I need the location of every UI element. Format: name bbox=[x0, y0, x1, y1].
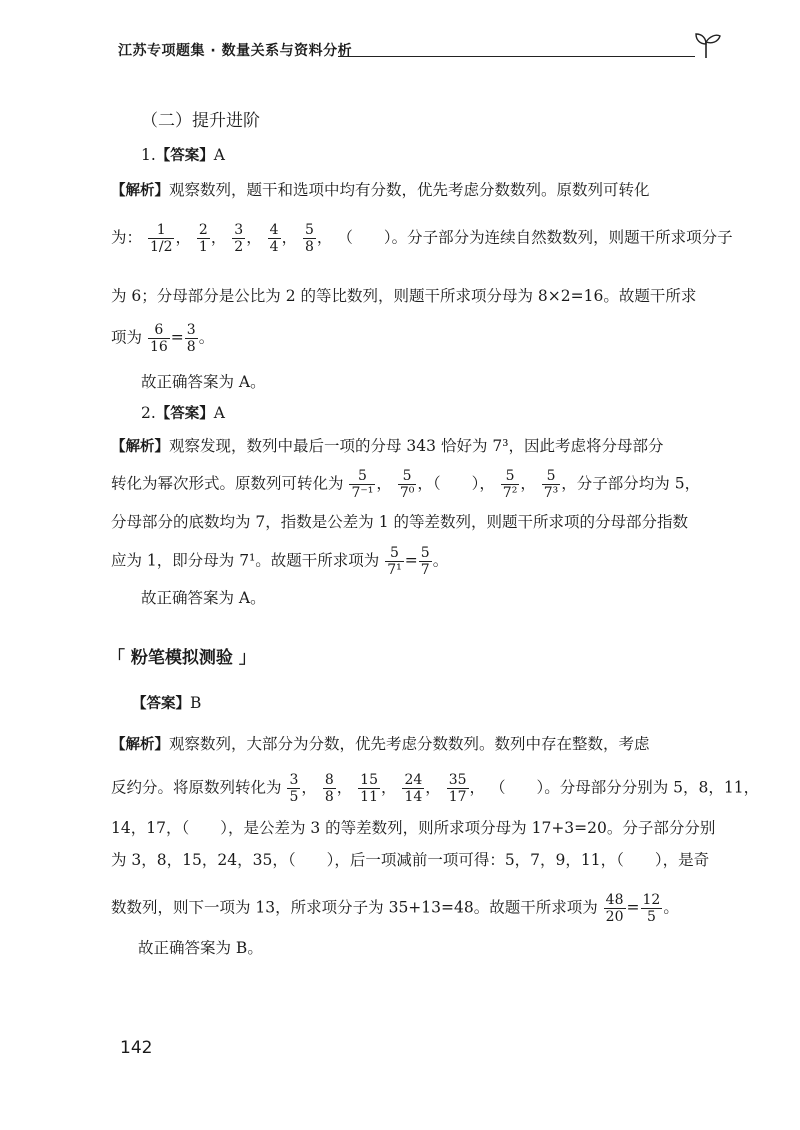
q3-fraction-2: $\frac{8}{8}$ bbox=[324, 772, 334, 805]
page-number: 142 bbox=[120, 1038, 153, 1058]
q1-analysis-line-4: 项为 $\frac{6}{16}$ = $\frac{3}{8}$ 。 bbox=[111, 322, 215, 355]
q3-result-fraction-1: $\frac{48}{20}$ bbox=[605, 892, 624, 925]
q1-conclusion: 故正确答案为 A。 bbox=[141, 373, 266, 391]
q3-fraction-3: $\frac{15}{11}$ bbox=[360, 772, 378, 805]
q3-answer: B bbox=[190, 694, 202, 712]
q3-fraction-4: $\frac{24}{14}$ bbox=[404, 772, 423, 805]
q1-fraction-5: $\frac{5}{8}$ bbox=[305, 222, 314, 255]
q3-analysis-line-1: 【解析】观察数列，大部分为分数，优先考虑分数数列。数列中存在整数，考虑 bbox=[111, 735, 650, 753]
q3-answer-line bbox=[132, 693, 201, 714]
q2-analysis-line-1: 【解析】观察发现，数列中最后一项的分母 343 恰好为 7³，因此考虑将分母部分 bbox=[111, 437, 664, 455]
sprout-icon bbox=[690, 28, 722, 60]
q1-text-2b: （ ）。分子部分为连续自然数数列，则题干所求项分子 bbox=[337, 228, 733, 247]
q3-fraction-1: $\frac{3}{5}$ bbox=[289, 772, 299, 805]
q1-analysis-text-1: 观察数列，题干和选项中均有分数，优先考虑分数数列。原数列可转化 bbox=[169, 181, 650, 199]
q2-fraction-3: $\frac{5}{\text{7²}}$ bbox=[502, 468, 518, 501]
q2-fraction-2: $\frac{5}{\text{7⁰}}$ bbox=[399, 468, 415, 501]
q2-conclusion: 故正确答案为 A。 bbox=[141, 589, 266, 607]
q2-answer-label: 【答案】 bbox=[155, 406, 214, 422]
q1-answer-label: 【答案】 bbox=[155, 148, 214, 164]
q1-number: 1. bbox=[141, 146, 156, 164]
q1-result-fraction-1: $\frac{6}{16}$ bbox=[149, 322, 168, 355]
q2-analysis-line-4: 应为 1，即分母为 7¹。故题干所求项为 $\frac{5}{\text{7¹}}$ = $\frac{5}{7}$ 。 bbox=[111, 545, 449, 578]
q2-analysis-label: 【解析】 bbox=[111, 439, 169, 455]
q3-answer-label: 【答案】 bbox=[132, 696, 190, 712]
q1-text-2a: 为： bbox=[111, 228, 143, 247]
q3-analysis-label: 【解析】 bbox=[111, 737, 169, 753]
q1-result-fraction-2: $\frac{3}{8}$ bbox=[186, 322, 196, 355]
q3-analysis-line-4: 为 3，8，15，24，35，（ ），后一项减前一项可得：5，7，9，11，（ ），是奇 bbox=[111, 851, 710, 869]
running-header-title: 江苏专项题集 · 数量关系与资料分析 bbox=[118, 43, 353, 59]
q2-result-fraction-2: $\frac{5}{7}$ bbox=[420, 545, 430, 578]
section-title-mock-test: 「 粉笔模拟测验 」 bbox=[108, 648, 256, 668]
q1-fraction-3: $\frac{3}{2}$ bbox=[234, 222, 244, 255]
q3-fraction-5: $\frac{35}{17}$ bbox=[448, 772, 467, 805]
q1-analysis-line-1 bbox=[111, 180, 650, 201]
q1-answer: A bbox=[213, 146, 225, 164]
q2-analysis-line-2: 转化为幂次形式。原数列可转化为 $\frac{5}{\text{7⁻¹}}$ ， $\frac{5}{\text{7⁰}}$ ，（ ）， $\frac{5}{\text{7²}}$ ， $\frac{5}{\text{7³}}$ ，分子部分均为 5， bbox=[111, 468, 701, 501]
q1-fraction-4: $\frac{4}{4}$ bbox=[269, 222, 279, 255]
q3-analysis-line-5: 数数列，则下一项为 13，所求项分子为 35+13=48。故题干所求项为 $\frac{48}{20}$ = $\frac{12}{5}$ 。 bbox=[111, 892, 679, 925]
q1-answer-line bbox=[141, 145, 225, 166]
q2-fraction-1: $\frac{5}{\text{7⁻¹}}$ bbox=[351, 468, 374, 501]
q1-fraction-1: $\frac{1}{1/2}$ bbox=[149, 222, 173, 255]
header-rule bbox=[338, 56, 695, 57]
q2-analysis-line-3: 分母部分的底数均为 7，指数是公差为 1 的等差数列，则题干所求项的分母部分指数 bbox=[111, 513, 689, 531]
q1-analysis-line-2: 为： $\frac{1}{1/2}$ ， $\frac{2}{1}$ ， $\frac{3}{2}$ ， $\frac{4}{4}$ ， $\frac{5}{8}$ ， （ ）。分子部分为连续自然数数列，则题干所求项分子 bbox=[111, 222, 733, 255]
q2-answer: A bbox=[213, 404, 225, 422]
q1-analysis-label: 【解析】 bbox=[111, 183, 169, 199]
q2-answer-line bbox=[141, 403, 225, 424]
q2-result-fraction-1: $\frac{5}{\text{7¹}}$ bbox=[387, 545, 402, 578]
section-title-advanced: （二）提升进阶 bbox=[141, 111, 260, 131]
q1-fraction-2: $\frac{2}{1}$ bbox=[198, 222, 208, 255]
q3-conclusion: 故正确答案为 B。 bbox=[138, 939, 263, 957]
q2-number: 2. bbox=[141, 404, 156, 422]
q3-analysis-line-2: 反约分。将原数列转化为 $\frac{3}{5}$ ， $\frac{8}{8}$ ， $\frac{15}{11}$ ， $\frac{24}{14}$ ， $\frac{35}{17}$ ， （ ）。分母部分分别为 5，8，11， bbox=[111, 772, 760, 805]
q2-fraction-4: $\frac{5}{\text{7³}}$ bbox=[543, 468, 559, 501]
q3-analysis-line-3: 14，17，（ ），是公差为 3 的等差数列，则所求项分母为 17+3=20。分子部分分别 bbox=[111, 819, 716, 837]
q3-result-fraction-2: $\frac{12}{5}$ bbox=[642, 892, 661, 925]
q1-analysis-line-3: 为 6；分母部分是公比为 2 的等比数列，则题干所求项分母为 8×2=16。故题干所求 bbox=[111, 287, 697, 305]
